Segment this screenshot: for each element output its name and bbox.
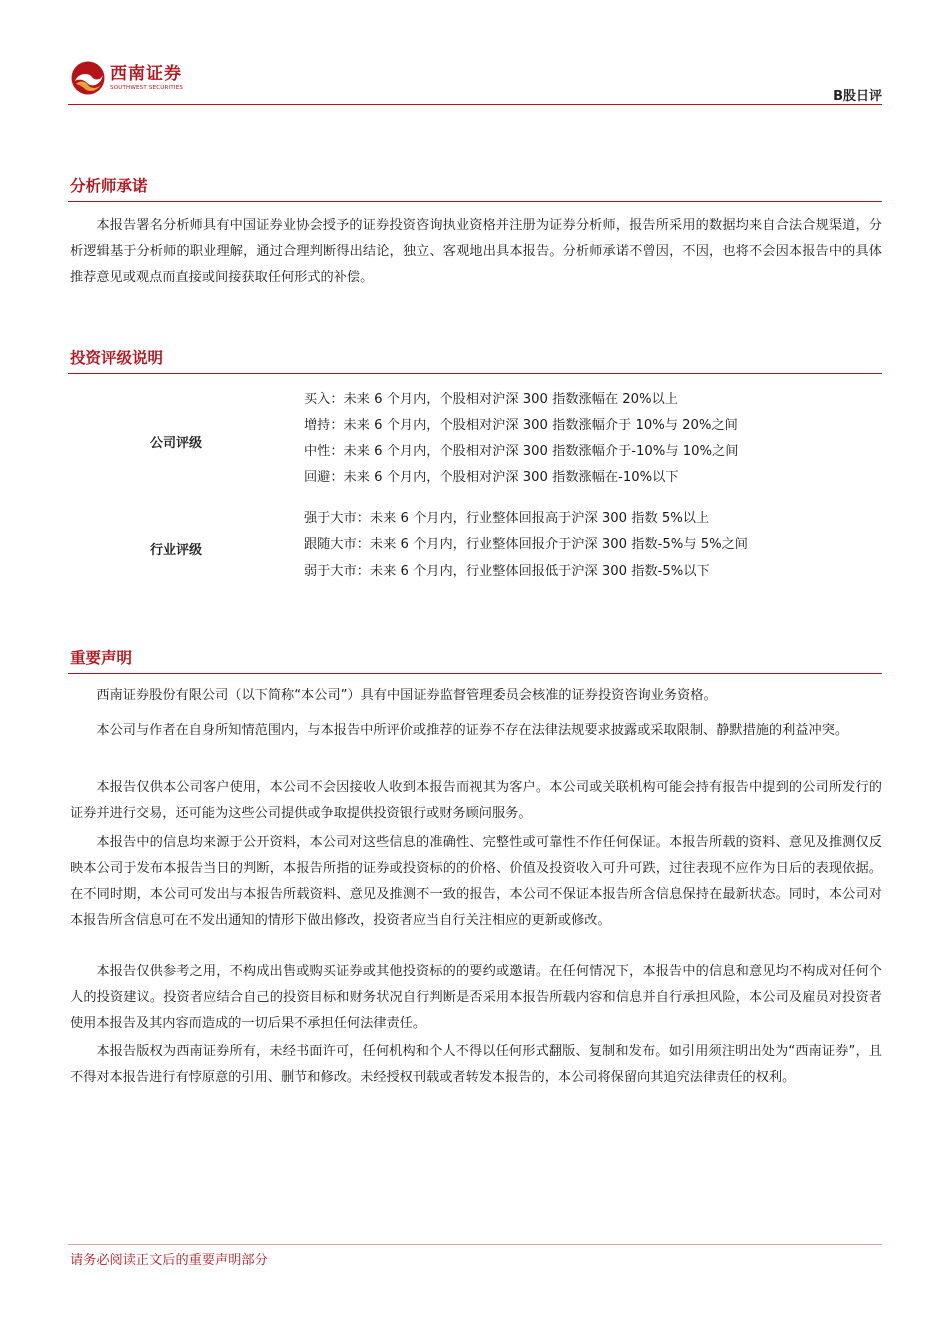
industry-rating-underperform: 弱于大市：未来 6 个月内，行业整体回报低于沪深 300 指数-5%以下 xyxy=(304,564,710,579)
rating-section-divider xyxy=(68,373,882,374)
disclaimer-paragraph: 本报告仅供本公司客户使用，本公司不会因接收人收到本报告而视其为客户。本公司或关联机构可能会持有报告中提到的公司所发行的证券并进行交易，还可能为这些公司提供或争取提供投资银行或财务顾问服务。 xyxy=(70,780,882,821)
disclaimer-paragraph: 本公司与作者在自身所知情范围内，与本报告中所评价或推荐的证券不存在法律法规要求披露或采取限制、静默措施的利益冲突。 xyxy=(96,723,849,738)
analyst-commitment-text: 本报告署名分析师具有中国证券业协会授予的证券投资咨询执业资格并注册为证券分析师，报告所采用的数据均来自合法合规渠道，分析逻辑基于分析师的职业理解，通过合理判断得出结论，独立、客观地出具本报告。分析师承诺不曾因，不因，也将不会因本报告中的具体推荐意见或观点而直接或间接获取任何形式的补偿。 xyxy=(70,218,882,285)
rating-section-title: 投资评级说明 xyxy=(70,349,164,367)
report-type-label: B股日评 xyxy=(833,89,882,104)
footer-divider xyxy=(68,1244,882,1245)
industry-rating-label: 行业评级 xyxy=(150,543,203,558)
footer-notice: 请务必阅读正文后的重要声明部分 xyxy=(70,1253,268,1268)
company-rating-neutral: 中性：未来 6 个月内，个股相对沪深 300 指数涨幅介于-10%与 10%之间 xyxy=(304,444,739,459)
company-logo xyxy=(70,60,183,96)
company-rating-label: 公司评级 xyxy=(150,436,203,451)
disclaimer-paragraph: 西南证券股份有限公司（以下简称“本公司”）具有中国证券监督管理委员会核准的证券投资咨询业务资格。 xyxy=(96,688,717,703)
logo-chinese-name: 西南证券 xyxy=(110,64,182,84)
company-rating-buy: 买入：未来 6 个月内，个股相对沪深 300 指数涨幅在 20%以上 xyxy=(304,392,678,407)
analyst-section-divider xyxy=(68,201,882,202)
header-divider xyxy=(68,104,882,105)
analyst-section-title: 分析师承诺 xyxy=(70,177,148,195)
disclaimer-section-title: 重要声明 xyxy=(70,649,133,667)
disclaimer-section-divider xyxy=(68,673,882,674)
industry-rating-outperform: 强于大市：未来 6 个月内，行业整体回报高于沪深 300 指数 5%以上 xyxy=(304,511,710,526)
disclaimer-paragraph: 本报告中的信息均来源于公开资料，本公司对这些信息的准确性、完整性或可靠性不作任何保证。本报告所载的资料、意见及推测仅反映本公司于发布本报告当日的判断，本报告所指的证券或投资标的的价格、价值及投资收入可升可跌，过往表现不应作为日后的表现依据。在不同时期，本公司可发出与本报告所载资料、意见及推测不一致的报告，本公司不保证本报告所含信息保持在最新状态。同时，本公司对本报告所含信息可在不发出通知的情形下做出修改，投资者应当自行关注相应的更新或修改。 xyxy=(70,835,882,928)
disclaimer-paragraph: 本报告版权为西南证券所有，未经书面许可，任何机构和个人不得以任何形式翻版、复制和发布。如引用须注明出处为“西南证券”，且不得对本报告进行有悖原意的引用、删节和修改。未经授权刊载或者转发本报告的，本公司将保留向其追究法律责任的权利。 xyxy=(70,1044,882,1085)
logo-english-name: SOUTHWEST SECURITIES xyxy=(110,85,184,91)
company-rating-add: 增持：未来 6 个月内，个股相对沪深 300 指数涨幅介于 10%与 20%之间 xyxy=(304,418,738,433)
company-rating-avoid: 回避：未来 6 个月内，个股相对沪深 300 指数涨幅在-10%以下 xyxy=(304,470,679,485)
industry-rating-neutral: 跟随大市：未来 6 个月内，行业整体回报介于沪深 300 指数-5%与 5%之间 xyxy=(304,537,748,552)
disclaimer-paragraph: 本报告仅供参考之用，不构成出售或购买证券或其他投资标的的要约或邀请。在任何情况下，本报告中的信息和意见均不构成对任何个人的投资建议。投资者应结合自己的投资目标和财务状况自行判断是否采用本报告所载内容和信息并自行承担风险，本公司及雇员对投资者使用本报告及其内容而造成的一切后果不承担任何法律责任。 xyxy=(70,964,882,1031)
swirl-logo-icon xyxy=(70,60,106,96)
